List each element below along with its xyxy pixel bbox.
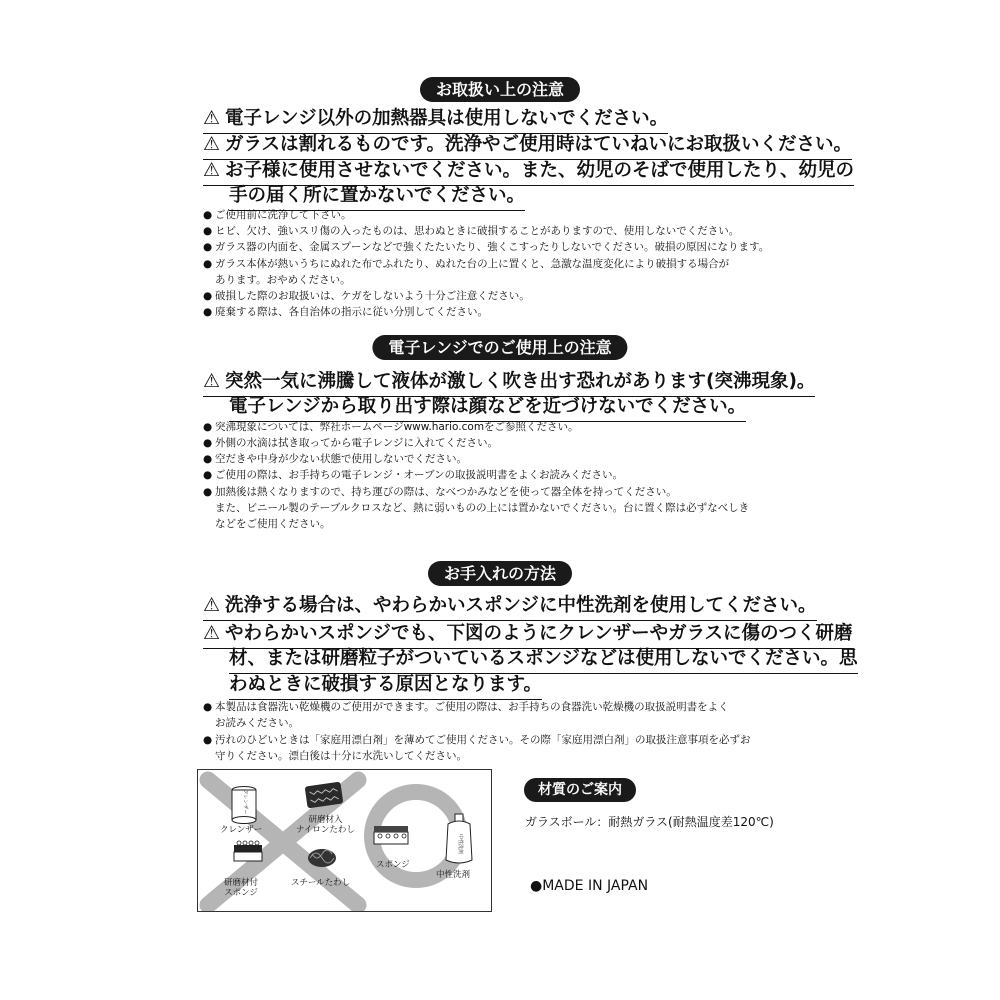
note-continuation: お読みください。	[215, 717, 299, 729]
note-item: ● 本製品は食器洗い乾燥機のご使用ができます。ご使用の際は、お手持ちの食器洗い乾燥機の取扱説明書をよく	[203, 701, 729, 713]
cleanser-can-text: クレンザー	[242, 789, 248, 815]
bullet-icon: ●	[203, 306, 213, 318]
note-item: ● 破損した際のお取扱いは、ケガをしないよう十分ご注意ください。	[203, 290, 530, 302]
bullet-icon: ●	[203, 290, 213, 302]
material-line: ガラスボール：耐熱ガラス(耐熱温度差120℃)	[525, 815, 774, 829]
bullet-icon: ●	[203, 453, 213, 465]
bullet-icon: ●	[203, 486, 213, 498]
abrasive-sponge-label: 研磨材付 スポンジ	[224, 878, 259, 898]
warning-continuation: 手の届く所に置かないでください。	[229, 183, 525, 211]
note-item: ● 廃棄する際は、各自治体の指示に従い分別してください。	[203, 306, 488, 318]
warning-icon: ⚠	[203, 370, 221, 392]
warning-line: ⚠ 電子レンジ以外の加熱器具は使用しないでください。	[203, 105, 668, 134]
section-title-microwave: 電子レンジでのご使用上の注意	[372, 335, 627, 360]
bullet-icon: ●	[203, 734, 213, 746]
warning-line: ⚠ お子様に使用させないでください。また、幼児のそばで使用したり、幼児の	[203, 157, 854, 186]
warning-continuation: わぬときに破損する原因となります。	[229, 672, 542, 700]
bullet-icon: ●	[203, 421, 213, 433]
warning-line: ⚠ ガラスは割れるものです。洗浄やご使用時はていねいにお取扱いください。	[203, 131, 852, 160]
section-title-handling: お取扱い上の注意	[420, 77, 580, 102]
note-item: ● 加熱後は熱くなりますので、持ち運びの際は、なべつかみなどを使って器全体を持ってください。	[203, 486, 677, 498]
bullet-icon: ●	[203, 469, 213, 481]
note-continuation: また、ビニール製のテーブルクロスなど、熱に弱いものの上には置かないでください。台に置く際は必ずなべしき	[215, 502, 750, 514]
warning-icon: ⚠	[203, 159, 221, 181]
note-item: ● ヒビ、欠け、強いスリ傷の入ったものは、思わぬときに破損することがありますので、使用しないでください。	[203, 225, 740, 237]
note-item: ● ご使用前に洗浄して下さい。	[203, 209, 352, 221]
material-title: 材質のご案内	[524, 778, 636, 802]
warning-line: ⚠ 突然一気に沸騰して液体が激しく吹き出す恐れがあります(突沸現象)。	[203, 368, 815, 397]
warning-icon: ⚠	[203, 107, 221, 129]
note-item: ● ご使用の際は、お手持ちの電子レンジ・オーブンの取扱説明書をよくお読みください。	[203, 469, 624, 481]
bullet-icon: ●	[203, 209, 213, 221]
note-continuation: などをご使用ください。	[215, 518, 331, 530]
cleaning-tools-illustration	[197, 769, 492, 912]
note-item: ● 空だきや中身が少ない状態で使用しないでください。	[203, 453, 467, 465]
steel-wool-label: スチールたわし	[291, 878, 351, 888]
bullet-icon: ●	[203, 225, 213, 237]
sponge-icon	[374, 826, 408, 844]
warning-icon: ⚠	[203, 594, 221, 616]
cleanser-can-icon	[232, 787, 256, 824]
warning-line: ⚠ 洗浄する場合は、やわらかいスポンジに中性洗剤を使用してください。	[203, 592, 817, 621]
warning-icon: ⚠	[203, 622, 221, 644]
detergent-bottle-text: 中性洗剤	[457, 833, 463, 855]
warning-line: ⚠ やわらかいスポンジでも、下図のようにクレンザーやガラスに傷のつく研磨	[203, 620, 853, 649]
section-title-care: お手入れの方法	[428, 561, 572, 586]
bullet-icon: ●	[203, 701, 213, 713]
bullet-icon: ●	[203, 258, 213, 270]
detergent-label: 中性洗剤	[436, 870, 471, 880]
note-continuation: 守りください。漂白後は十分に水洗いしてください。	[215, 750, 467, 762]
warning-continuation: 電子レンジから取り出す際は顔などを近づけないでください。	[229, 394, 746, 422]
sponge-label: スポンジ	[376, 860, 410, 870]
note-item: ● 汚れのひどいときは「家庭用漂白剤」を薄めてご使用ください。その際「家庭用漂白剤」の取扱注意事項を必ずお	[203, 734, 751, 746]
bullet-icon: ●	[530, 878, 543, 894]
note-item: ● ガラス器の内面を、金属スプーンなどで強くたたいたり、強くこすったりしないでください。破損の原因になります。	[203, 241, 770, 253]
steel-wool-icon	[308, 849, 336, 867]
warning-continuation: 材、または研磨粒子がついているスポンジなどは使用しないでください。思	[229, 646, 858, 674]
note-item: ● 突沸現象については、弊社ホームページwww.hario.comをご参照ください。	[203, 421, 579, 433]
nylon-scrubber-label: 研磨材入 ナイロンたわし	[296, 815, 355, 835]
warning-icon: ⚠	[203, 133, 221, 155]
bullet-icon: ●	[203, 241, 213, 253]
note-item: ● 外側の水滴は拭き取ってから電子レンジに入れてください。	[203, 437, 498, 449]
bullet-icon: ●	[203, 437, 213, 449]
origin-label: ●MADE IN JAPAN	[530, 878, 649, 894]
cleanser-label: クレンザー	[220, 825, 263, 835]
note-continuation: あります。おやめください。	[215, 274, 351, 286]
note-item: ● ガラス本体が熱いうちにぬれた布でふれたり、ぬれた台の上に置くと、急激な温度変化により破損する場合が	[203, 258, 730, 270]
abrasive-sponge-icon	[234, 841, 262, 861]
